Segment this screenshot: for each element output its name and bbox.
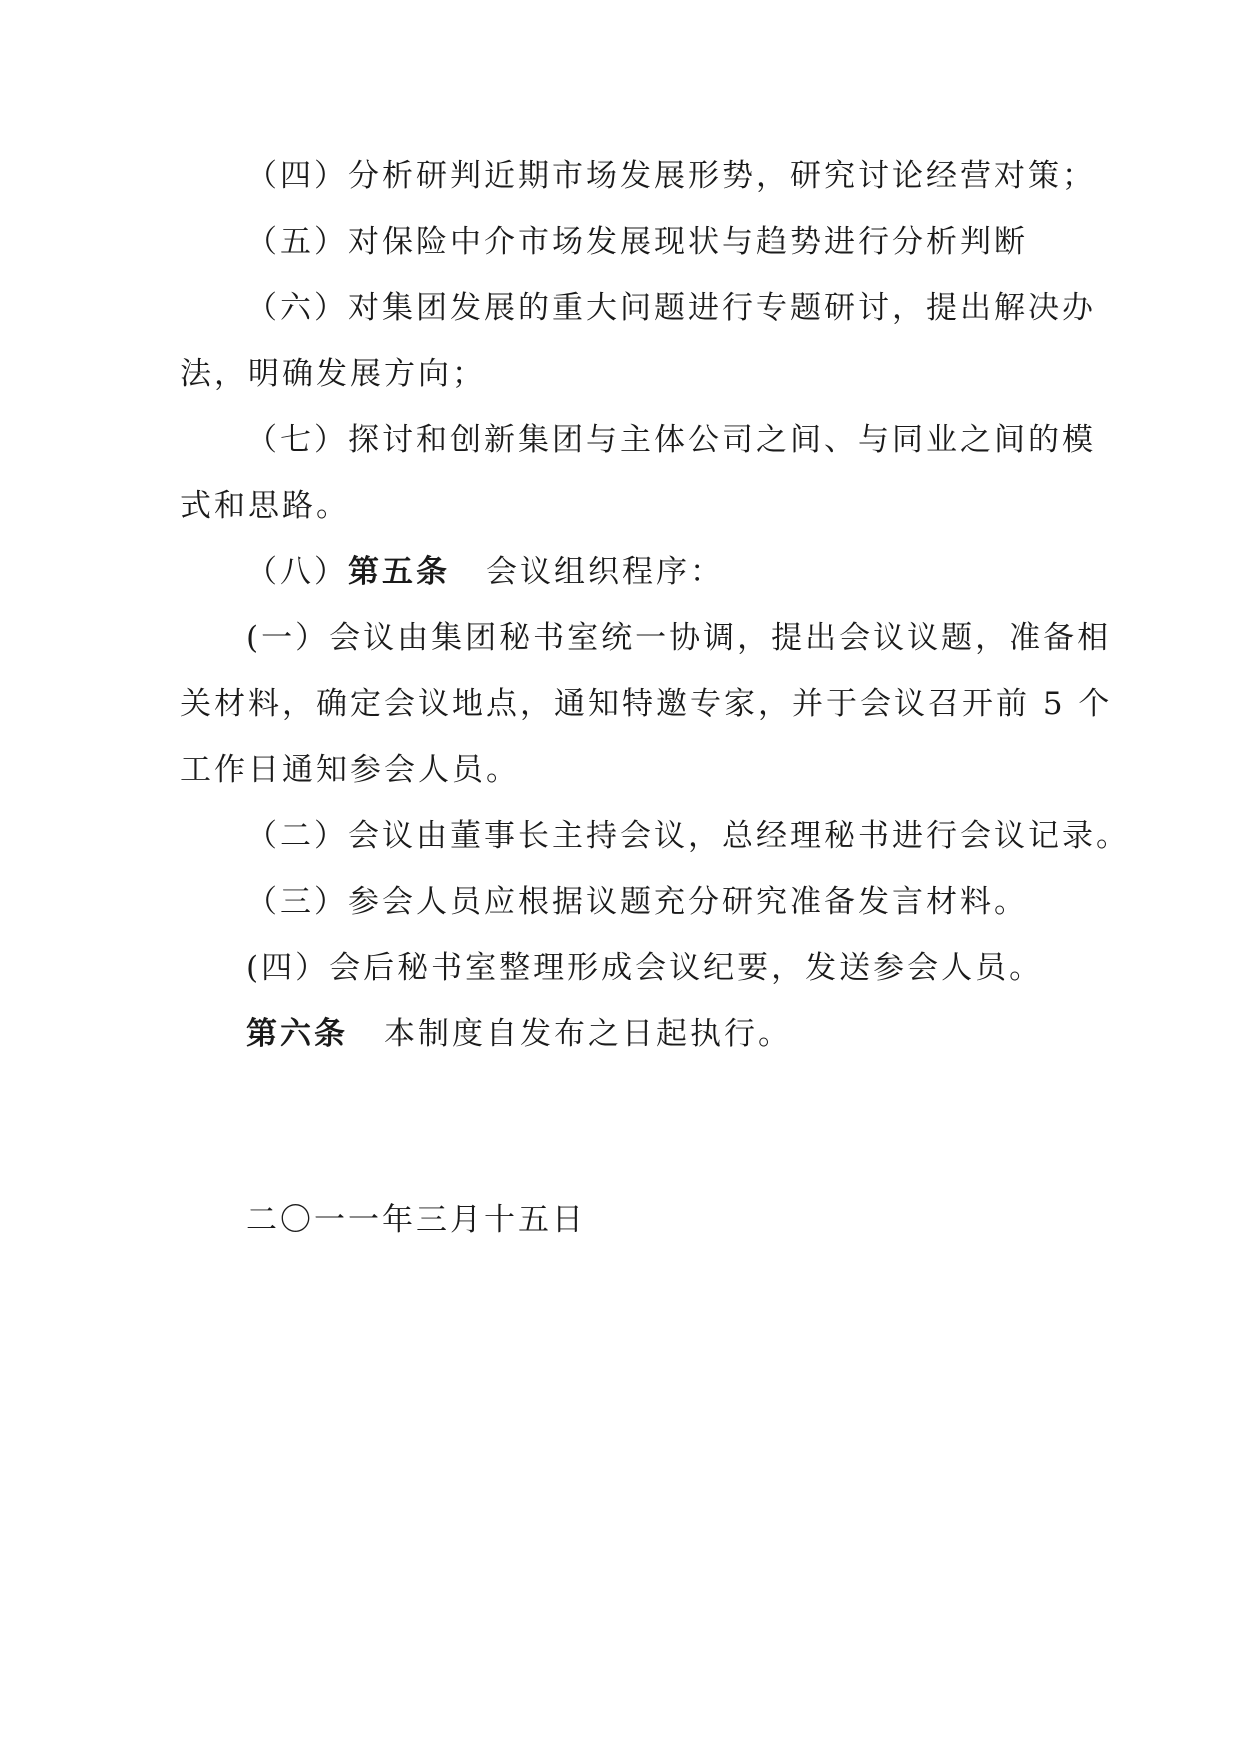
procedure-item-1: (一）会议由集团秘书室统一协调，提出会议议题，准备相 <box>246 620 1112 656</box>
clause-item-7-cont: 式和思路。 <box>180 488 350 524</box>
procedure-item-3: （三）参会人员应根据议题充分研究准备发言材料。 <box>246 884 1028 920</box>
clause-item-5: （五）对保险中介市场发展现状与趋势进行分析判断 <box>246 224 1028 260</box>
article-5-heading <box>246 552 724 592</box>
procedure-item-4: (四）会后秘书室整理形成会议纪要，发送参会人员。 <box>246 950 1044 986</box>
clause-item-7: （七）探讨和创新集团与主体公司之间、与同业之间的模 <box>246 422 1096 458</box>
article-6-label: 第六条 <box>246 1016 348 1052</box>
article-5-label: 第五条 <box>348 554 450 590</box>
article-5-title: 会议组织程序： <box>486 554 724 590</box>
article-5-prefix: （八） <box>246 554 348 590</box>
clause-item-6: （六）对集团发展的重大问题进行专题研讨，提出解决办 <box>246 290 1096 326</box>
procedure-item-1-cont2: 工作日通知参会人员。 <box>180 752 520 788</box>
article-6 <box>246 1014 792 1054</box>
document-date: 二〇一一年三月十五日 <box>246 1202 586 1238</box>
procedure-item-1-cont: 关材料，确定会议地点，通知特邀专家，并于会议召开前 5 个 <box>180 686 1113 722</box>
article-6-text: 本制度自发布之日起执行。 <box>384 1016 792 1052</box>
clause-item-6-cont: 法，明确发展方向； <box>180 356 486 392</box>
clause-item-4: （四）分析研判近期市场发展形势，研究讨论经营对策； <box>246 158 1096 194</box>
procedure-item-2: （二）会议由董事长主持会议，总经理秘书进行会议记录。 <box>246 818 1130 854</box>
